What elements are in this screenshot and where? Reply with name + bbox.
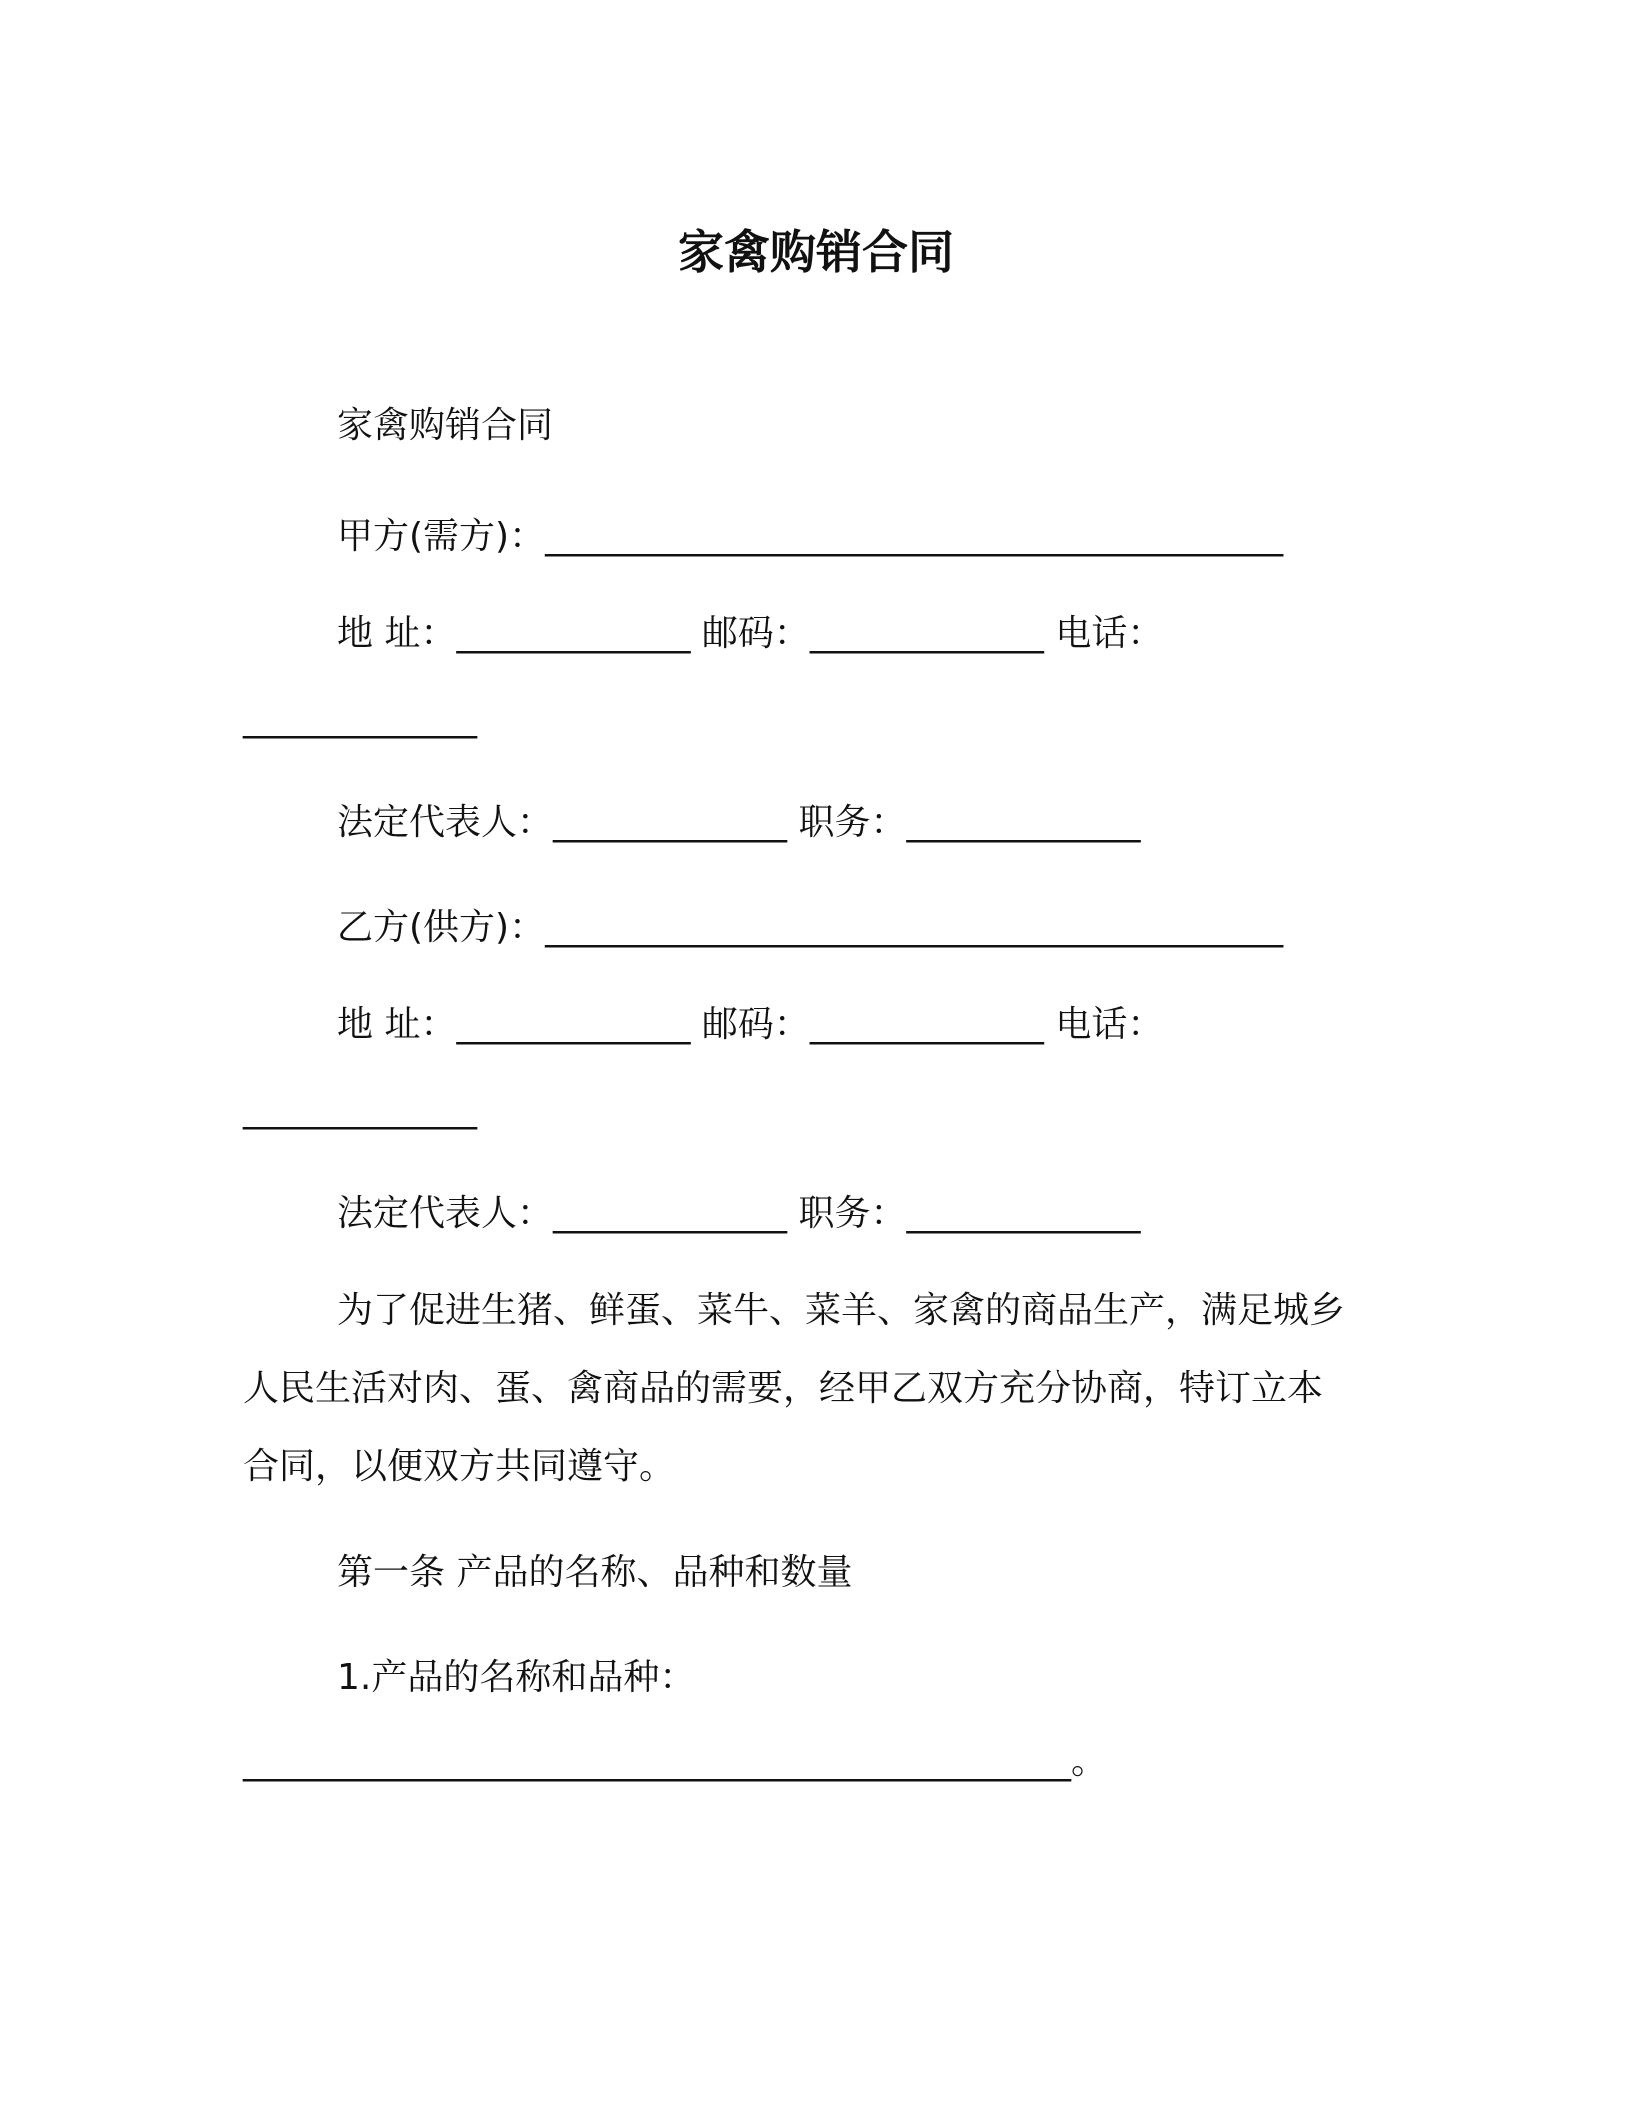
party-b-label: 乙方(供方)： [337, 907, 546, 948]
party-b-address-label: 地 址： [337, 1004, 457, 1045]
party-b-position-label: 职务： [798, 1193, 907, 1234]
preamble-line: 合同，以便双方共同遵守。 [243, 1446, 676, 1487]
party-b-name-blank: _________________________________________ [545, 907, 1284, 948]
party-a-label: 甲方(需方)： [337, 516, 546, 557]
party-b-postcode-blank: _____________ [809, 1004, 1044, 1045]
party-a-phone-label: 电话： [1055, 613, 1164, 654]
party-a-postcode-label: 邮码： [701, 613, 810, 654]
party-b-phone-label: 电话： [1055, 1004, 1164, 1045]
party-a-address-blank: _____________ [456, 613, 691, 654]
party-b-phone-blank: _____________ [243, 1089, 477, 1130]
party-b-representative-blank: _____________ [553, 1193, 788, 1234]
preamble-line: 为了促进生猪、鲜蛋、菜牛、菜羊、家禽的商品生产，满足城乡 [337, 1290, 1346, 1331]
contract-heading: 家禽购销合同 [337, 405, 554, 446]
party-a-address-line [337, 610, 1163, 658]
article-1-item-1-end: 。 [1071, 1741, 1108, 1782]
party-a-postcode-blank: _____________ [809, 613, 1044, 654]
party-a-position-label: 职务： [798, 802, 907, 843]
party-a-representative-label: 法定代表人： [337, 802, 554, 843]
article-1-item-1-line [243, 1738, 1107, 1786]
article-1-heading: 第一条 产品的名称、品种和数量 [337, 1552, 853, 1593]
party-a-name-blank: _________________________________________ [545, 516, 1284, 557]
party-a-position-blank: _____________ [906, 802, 1141, 843]
preamble-line: 人民生活对肉、蛋、禽商品的需要，经甲乙双方充分协商，特订立本 [243, 1368, 1324, 1409]
party-b-name-line [337, 904, 1283, 952]
party-b-position-blank: _____________ [906, 1193, 1141, 1234]
article-1-item-1-label: 1.产品的名称和品种： [337, 1657, 696, 1698]
article-1-item-1-blank: ______________________________________________ [243, 1741, 1071, 1782]
party-b-representative-line [337, 1190, 1140, 1238]
party-a-representative-line [337, 799, 1140, 847]
party-a-phone-blank: _____________ [243, 698, 477, 739]
party-b-address-line [337, 1001, 1163, 1049]
party-b-address-blank: _____________ [456, 1004, 691, 1045]
party-a-representative-blank: _____________ [553, 802, 788, 843]
party-a-name-line [337, 513, 1283, 561]
party-b-postcode-label: 邮码： [701, 1004, 810, 1045]
document-title: 家禽购销合同 [678, 225, 954, 279]
party-b-representative-label: 法定代表人： [337, 1193, 554, 1234]
party-a-address-label: 地 址： [337, 613, 457, 654]
